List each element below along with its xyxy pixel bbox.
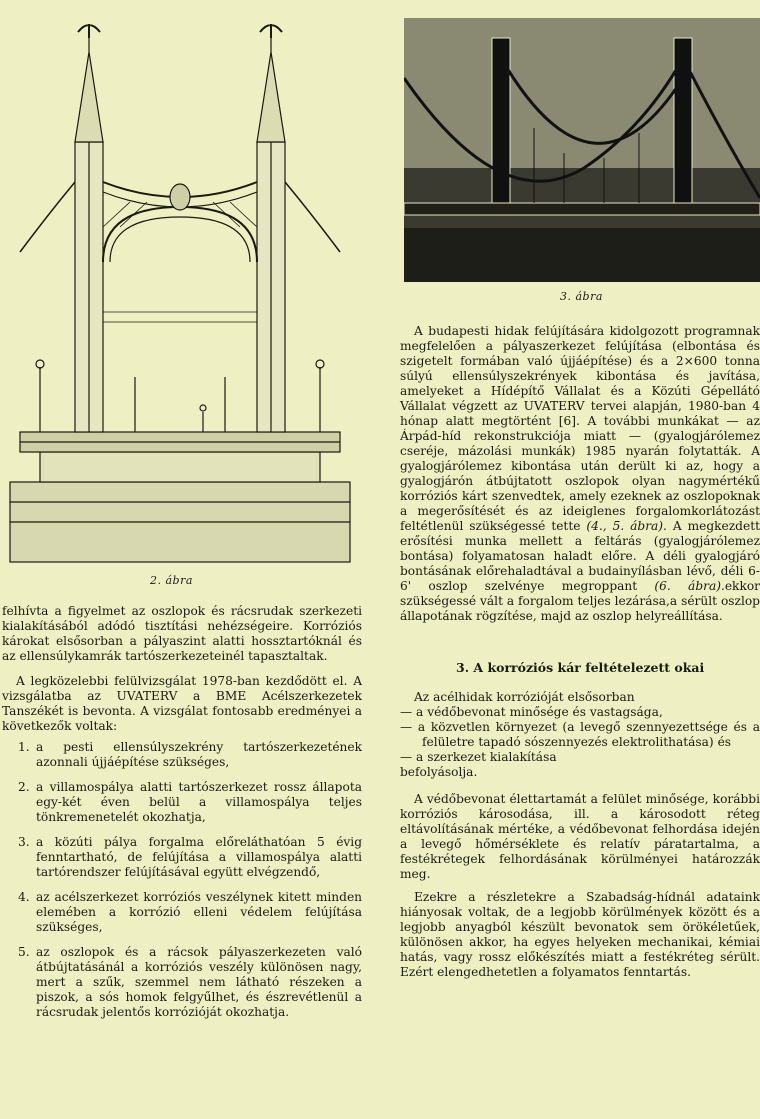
right-column-section [400, 690, 760, 980]
figure-2-pylon-drawing [0, 12, 360, 568]
list-item: — a szerkezet kialakítása [400, 750, 557, 764]
figure-3-caption: 3. ábra [560, 290, 603, 303]
section-heading: 3. A korróziós kár feltételezett okai [456, 660, 705, 675]
list-item: — a védőbevonat minősége és vastagsága, [400, 705, 663, 719]
causes-outro: befolyásolja. [400, 765, 478, 779]
causes-intro: Az acélhidak korrózióját elsősorban [414, 690, 635, 704]
right-column-text [400, 324, 760, 624]
list-item: 2. a villamospálya alatti tartószerkezet rossz állapota egy-két éven belül a villamospálya teljes tönkremenetelét okozhatja, [18, 780, 362, 824]
right-paragraph-3: Ezekre a részletekre a Szabadság-hídnál adataink hiányosak voltak, de a legjobb körülmények között és a legjobb anyagból készült bevonatok sem örökéletűek, különösen akkor, ha egyes helyeken mechanikai, kémiai hatás, vagy rossz előkészítés miatt a festékréteg sérült. Ezért elengedhetetlen a folyamatos fenntartás. [400, 890, 760, 979]
left-column-text [2, 604, 362, 1030]
figure-3-bridge-photo [404, 18, 760, 282]
figure-reference-6: (6. ábra). [654, 579, 725, 593]
right-paragraph-2: A védőbevonat élettartamát a felület minősége, korábbi korróziós károsodása, ill. a károsodott réteg eltávolításának mértéke, a védőbevonat felhordása idején a levegő hőmérséklete és relatív páratartalma, a festékrétegek felhordásának körülményei határozzák meg. [400, 792, 760, 881]
list-item: 4. az acélszerkezet korróziós veszélynek kitett minden elemében a korrózió elleni védelem felújítása szükséges, [18, 890, 362, 934]
list-item: 5. az oszlopok és a rácsok pályaszerkezeten való átbújtatásánál a korróziós veszély különösen nagy, mert a szűk, szemmel nem látható részeken a piszok, a sós homok felgyűlhet, és észrevétlenül a rácsrudak jelentős korrózióját okozhatja. [18, 945, 362, 1019]
left-paragraph-2: A legközelebbi felülvizsgálat 1978-ban kezdődött el. A vizsgálatba az UVATERV a BME Acélszerkezetek Tanszékét is bevonta. A vizsgálat fontosabb eredményei a következők voltak: [2, 674, 362, 733]
right-paragraph-1: A budapesti hidak felújítására kidolgozott programnak megfelelően a pályaszerkezet felújítása (elbontása és szigetelt formában való újjáépítése) és a 2×600 tonna súlyú ellensúlyszekrények kibontása és javítása, amelyeket a Hídépítő Vállalat és a Közúti Gépellátó Vállalat végzett az UVATERV tervei alapján, 1980-ban 4 hónap alatt megtörtént [6]. A további munkákat — az Árpád-híd rekonstrukciója miatt — (gyalogjárólemez cseréje, mázolási munkák) 1985 nyarán folytatták. A gyalogjárólemez kibontása után derült ki az, hogy a gyalogjárón átbújtatott oszlopok olyan nagymértékű korróziós kárt szenvedtek, amely ezeknek az oszlopoknak a megerősítését és az ideiglenes forgalomkorlátozást feltétlenül szükségessé tette (4., 5. ábra). A megkezdett erősítési munka mellett a feltárás (gyalogjárólemez bontása) folyamatosan haladt előre. A déli gyalogjáró bontásának előrehaladtával a budainyílásban lévő, déli 6-6' oszlop szelvénye megroppant (6. ábra).ekkor szükségessé vált a forgalom teljes lezárása,a sérült oszlop állapotának rögzítése, majd az oszlop helyreállítása. [400, 324, 760, 623]
findings-list [2, 740, 362, 1020]
figure-2-caption: 2. ábra [150, 574, 193, 587]
list-item: — a közvetlen környezet (a levegő szennyezettsége és a felületre tapadó sószennyezés elektrolithatása) és [400, 720, 760, 749]
list-item: 1. a pesti ellensúlyszekrény tartószerkezetének azonnali újjáépítése szükséges, [18, 740, 362, 769]
list-item: 3. a közúti pálya forgalma előreláthatóan 5 évig fenntartható, de felújítása a villamospálya alatti tartórendszer felújításával együtt elvégzendő, [18, 835, 362, 879]
figure-reference-4-5: (4., 5. ábra). [586, 519, 667, 533]
left-paragraph-1: felhívta a figyelmet az oszlopok és rácsrudak szerkezeti kialakításából adódó tisztítási nehézségeire. Korróziós károkat elsősorban a pályaszint alatti hossztartóknál és az ellensúlykamrák tartószerkezeteinél tapasztaltak. [2, 604, 362, 663]
causes-list [400, 705, 760, 765]
